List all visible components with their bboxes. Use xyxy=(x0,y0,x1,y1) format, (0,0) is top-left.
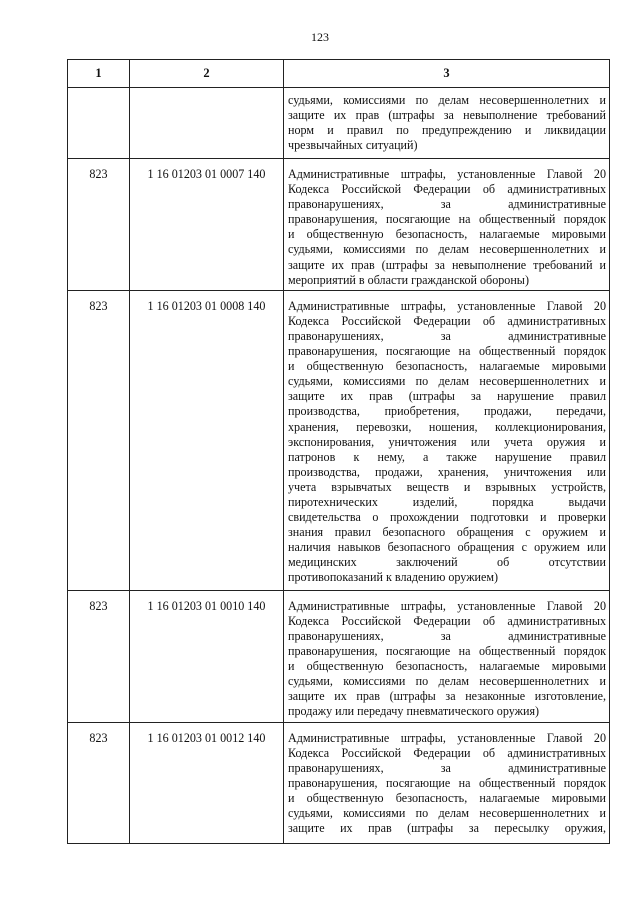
description-line: знания правил безопасного обращения с оружием и xyxy=(288,525,606,540)
description-line: правонарушениях, за административные xyxy=(288,628,606,643)
description-cell xyxy=(284,159,610,291)
budget-classification-code-cell: 1 16 01203 01 0007 140 xyxy=(130,159,284,291)
description-line: судьями, комиссиями по делам несовершеннолетних и xyxy=(288,242,606,257)
budget-codes-table xyxy=(67,59,610,844)
description-line: правонарушения, посягающие на общественный порядок xyxy=(288,212,606,227)
description-line: судьями, комиссиями по делам несовершеннолетних и xyxy=(288,93,606,107)
description-line: наличия навыков безопасного обращения с оружием или xyxy=(288,540,606,555)
description-line: свидетельства о прохождении подготовки и проверки xyxy=(288,510,606,525)
description-cell xyxy=(284,290,610,590)
description-line: правонарушения, посягающие на общественный порядок xyxy=(288,775,606,790)
description-line: правонарушения, посягающие на общественный порядок xyxy=(288,344,606,359)
table-row xyxy=(68,159,610,291)
description-line: и общественную безопасность, налагаемые мировыми xyxy=(288,659,606,674)
description-line: Кодекса Российской Федерации об административных xyxy=(288,613,606,628)
description-line: и общественную безопасность, налагаемые мировыми xyxy=(288,790,606,805)
description-line: Административные штрафы, установленные Главой 20 xyxy=(288,298,606,313)
description-line: противопоказаний к владению оружием) xyxy=(288,570,499,585)
description-line: Административные штрафы, установленные Главой 20 xyxy=(288,167,606,181)
description-line: Административные штрафы, установленные Главой 20 xyxy=(288,730,606,745)
description-cell xyxy=(284,88,610,159)
admin-code-cell: 823 xyxy=(68,722,130,843)
description-line: хранения, перевозки, ношения, коллекционирования, xyxy=(288,419,606,434)
description-line: защите их прав (штрафы за незаконные изготовление, xyxy=(288,689,606,704)
description-line: производства, продажи, хранения, уничтожения или xyxy=(288,464,606,479)
description-line: судьями, комиссиями по делам несовершеннолетних и xyxy=(288,674,606,689)
description-cell xyxy=(284,722,610,843)
description-line: правонарушения, посягающие на общественный порядок xyxy=(288,644,606,659)
description-line: патронов к нему, а также нарушение правил xyxy=(288,449,606,464)
description-line: судьями, комиссиями по делам несовершеннолетних и xyxy=(288,805,606,820)
description-line: Кодекса Российской Федерации об административных xyxy=(288,182,606,197)
description-line: чрезвычайных ситуаций) xyxy=(288,138,418,153)
description-line: защите их прав (штрафы за невыполнение требований и xyxy=(288,257,606,272)
description-line: производства, приобретения, продажи, передачи, xyxy=(288,404,606,419)
description-line: правонарушениях, за административные xyxy=(288,760,606,775)
column-header-1: 1 xyxy=(68,60,130,88)
table-row xyxy=(68,290,610,590)
description-line: пиротехнических изделий, порядка выдачи xyxy=(288,494,606,509)
description-line: правонарушениях, за административные xyxy=(288,197,606,212)
admin-code-cell: 823 xyxy=(68,590,130,722)
description-line: защите их прав (штрафы за невыполнение требований xyxy=(288,108,606,123)
column-header-2: 2 xyxy=(130,60,284,88)
description-line: медицинских заключений об отсутствии xyxy=(288,555,606,570)
budget-classification-code-cell: 1 16 01203 01 0012 140 xyxy=(130,722,284,843)
table-row xyxy=(68,722,610,843)
admin-code-cell: 823 xyxy=(68,290,130,590)
budget-classification-code-cell xyxy=(130,88,284,159)
description-line: защите их прав (штрафы за нарушение правил xyxy=(288,389,606,404)
description-line: защите их прав (штрафы за пересылку оружия, xyxy=(288,821,606,836)
budget-classification-code-cell: 1 16 01203 01 0010 140 xyxy=(130,590,284,722)
description-line: Кодекса Российской Федерации об административных xyxy=(288,745,606,760)
description-line: правонарушениях, за административные xyxy=(288,328,606,343)
table-row xyxy=(68,88,610,159)
description-line: и общественную безопасность, налагаемые мировыми xyxy=(288,359,606,374)
description-cell xyxy=(284,590,610,722)
admin-code-cell xyxy=(68,88,130,159)
description-line: судьями, комиссиями по делам несовершеннолетних и xyxy=(288,374,606,389)
column-header-3: 3 xyxy=(284,60,610,88)
page-number: 123 xyxy=(311,30,329,44)
description-line: норм и правил по предупреждению и ликвидации xyxy=(288,123,606,138)
description-line: Кодекса Российской Федерации об административных xyxy=(288,313,606,328)
description-line: продажу или передачу пневматического оружия) xyxy=(288,704,540,719)
table-row xyxy=(68,590,610,722)
admin-code-cell: 823 xyxy=(68,159,130,291)
description-line: Административные штрафы, установленные Главой 20 xyxy=(288,598,606,613)
description-line: экспонирования, уничтожения или учета оружия и xyxy=(288,434,606,449)
budget-classification-code-cell: 1 16 01203 01 0008 140 xyxy=(130,290,284,590)
description-line: мероприятий в области гражданской обороны) xyxy=(288,272,529,287)
description-line: и общественную безопасность, налагаемые мировыми xyxy=(288,227,606,242)
table-header-row xyxy=(68,60,610,88)
description-line: учета взрывчатых веществ и взрывных устройств, xyxy=(288,479,606,494)
